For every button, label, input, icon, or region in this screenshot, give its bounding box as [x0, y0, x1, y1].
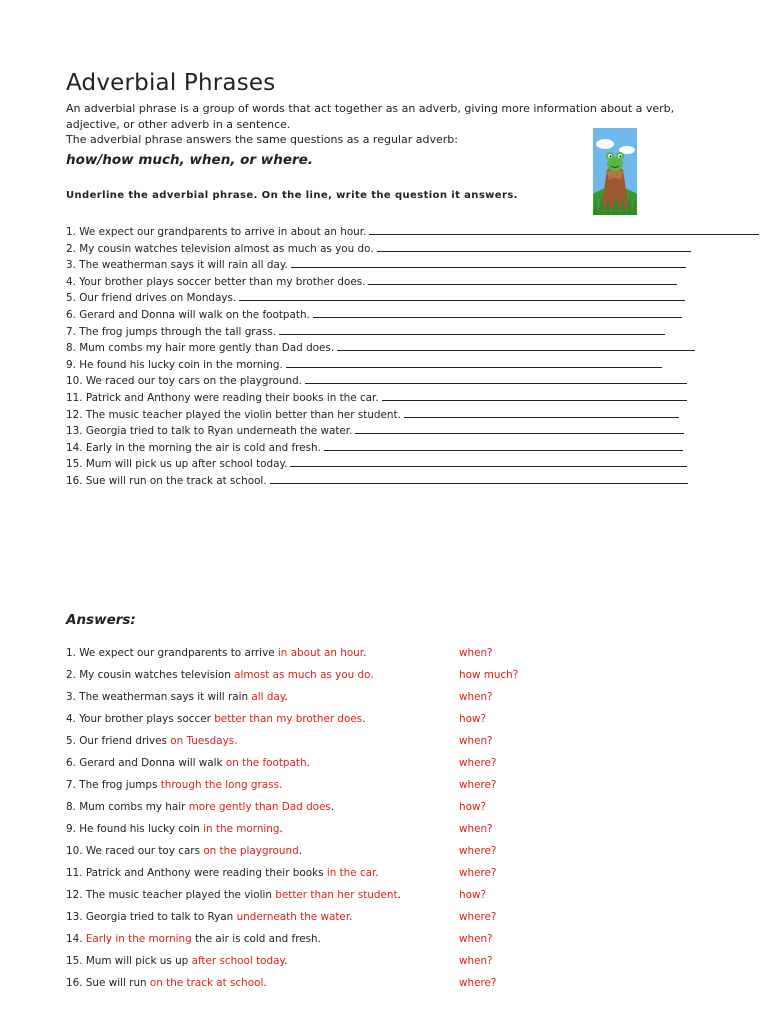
- answer-question: how?: [459, 889, 486, 901]
- answer-blank-line[interactable]: [404, 407, 679, 418]
- adverbial-phrase: almost as much as you do.: [234, 669, 374, 681]
- exercise-item: [66, 390, 706, 407]
- answer-item: [66, 733, 706, 755]
- answer-sentence-end: .: [362, 713, 366, 725]
- exercise-sentence: 9. He found his lucky coin in the morning.: [66, 358, 283, 371]
- answer-item: [66, 711, 706, 733]
- answer-sentence-start: 2. My cousin watches television: [66, 669, 235, 681]
- question-words: how/how much, when, or where.: [66, 151, 313, 168]
- exercise-item: [66, 257, 706, 274]
- answer-sentence-start: 6. Gerard and Donna will walk: [66, 757, 226, 769]
- answer-item: [66, 755, 706, 777]
- answer-sentence-end: .: [279, 823, 283, 835]
- exercise-sentence: 7. The frog jumps through the tall grass.: [66, 325, 277, 338]
- exercise-sentence: 8. Mum combs my hair more gently than Dad does.: [66, 342, 335, 355]
- adverbial-phrase: on the footpath: [225, 757, 307, 769]
- exercise-sentence: 13. Georgia tried to talk to Ryan underneath the water.: [66, 425, 353, 438]
- answer-blank-line[interactable]: [270, 473, 688, 484]
- answer-blank-line[interactable]: [324, 440, 683, 451]
- answer-sentence-end: .: [375, 867, 379, 879]
- adverbial-phrase: Early in the morning: [85, 933, 192, 945]
- answer-sentence-start: 14.: [66, 933, 86, 945]
- answer-blank-line[interactable]: [368, 274, 677, 285]
- answer-item: [66, 931, 706, 953]
- answer-question: when?: [459, 823, 493, 835]
- exercise-sentence: 2. My cousin watches television almost as much as you do.: [66, 242, 374, 255]
- answer-list: [66, 645, 706, 997]
- exercise-item: [66, 290, 706, 307]
- exercise-item: [66, 423, 706, 440]
- adverbial-phrase: better than her student: [275, 889, 398, 901]
- intro-definition: An adverbial phrase is a group of words that act together as an adverb, giving more information about a verb, adjective, or other adverb in a sentence.: [66, 102, 675, 131]
- answer-sentence-start: 5. Our friend drives: [66, 735, 171, 747]
- answer-item: [66, 953, 706, 975]
- answer-sentence-start: 12. The music teacher played the violin: [66, 889, 276, 901]
- adverbial-phrase: in the car: [326, 867, 376, 879]
- answer-sentence-end: the air is cold and fresh.: [191, 933, 321, 945]
- exercise-item: [66, 274, 706, 291]
- answer-blank-line[interactable]: [291, 257, 686, 268]
- frog-on-rock-icon: [593, 128, 637, 215]
- exercise-sentence: 4. Your brother plays soccer better than my brother does.: [66, 275, 366, 288]
- answer-question: how?: [459, 713, 486, 725]
- adverbial-phrase: on the track at school: [149, 977, 264, 989]
- adverbial-phrase: in the morning: [203, 823, 280, 835]
- exercise-sentence: 6. Gerard and Donna will walk on the footpath.: [66, 308, 310, 321]
- exercise-sentence: 11. Patrick and Anthony were reading their books in the car.: [66, 391, 379, 404]
- adverbial-phrase: on the playground: [203, 845, 299, 857]
- answer-question: how?: [459, 801, 486, 813]
- answer-question: when?: [459, 647, 493, 659]
- answer-sentence-start: 8. Mum combs my hair: [66, 801, 189, 813]
- answer-sentence-end: .: [298, 845, 302, 857]
- answer-sentence-start: 16. Sue will run: [66, 977, 150, 989]
- answer-blank-line[interactable]: [305, 373, 687, 384]
- exercise-sentence: 14. Early in the morning the air is cold and fresh.: [66, 441, 321, 454]
- answer-item: [66, 777, 706, 799]
- page-title: Adverbial Phrases: [66, 70, 276, 96]
- answer-sentence-start: 7. The frog jumps: [66, 779, 161, 791]
- answer-item: [66, 799, 706, 821]
- answer-blank-line[interactable]: [286, 357, 662, 368]
- answer-blank-line[interactable]: [239, 290, 685, 301]
- answer-sentence-end: .: [284, 691, 288, 703]
- adverbial-phrase: more gently than Dad does: [188, 801, 331, 813]
- exercise-item: [66, 340, 706, 357]
- exercise-sentence: 5. Our friend drives on Mondays.: [66, 292, 237, 305]
- adverbial-phrase: all day: [251, 691, 285, 703]
- answer-sentence-start: 13. Georgia tried to talk to Ryan: [66, 911, 237, 923]
- answer-blank-line[interactable]: [369, 224, 759, 235]
- answer-sentence-end: .: [349, 911, 353, 923]
- answer-blank-line[interactable]: [290, 456, 687, 467]
- answer-blank-line[interactable]: [279, 324, 665, 335]
- exercise-item: [66, 357, 706, 374]
- answer-question: when?: [459, 735, 493, 747]
- answer-blank-line[interactable]: [313, 307, 682, 318]
- exercise-item: [66, 224, 706, 241]
- adverbial-phrase: in about an hour: [277, 647, 364, 659]
- answer-sentence-end: .: [284, 955, 288, 967]
- answer-blank-line[interactable]: [377, 241, 691, 252]
- answer-question: where?: [459, 779, 497, 791]
- exercise-item: [66, 440, 706, 457]
- adverbial-phrase: better than my brother does: [214, 713, 363, 725]
- answer-item: [66, 975, 706, 997]
- exercise-sentence: 12. The music teacher played the violin better than her student.: [66, 408, 401, 421]
- answer-question: where?: [459, 867, 497, 879]
- adverbial-phrase: after school today: [191, 955, 285, 967]
- answer-sentence-end: .: [397, 889, 401, 901]
- answer-sentence-start: 10. We raced our toy cars: [66, 845, 204, 857]
- exercise-sentence: 1. We expect our grandparents to arrive in about an hour.: [66, 226, 367, 238]
- answer-sentence-end: .: [306, 757, 310, 769]
- answer-item: [66, 865, 706, 887]
- answer-item: [66, 645, 706, 667]
- answer-question: where?: [459, 845, 497, 857]
- exercise-item: [66, 307, 706, 324]
- exercise-item: [66, 373, 706, 390]
- answer-sentence-start: 15. Mum will pick us up: [66, 955, 192, 967]
- exercise-item: [66, 407, 706, 424]
- instruction: Underline the adverbial phrase. On the line, write the question it answers.: [66, 190, 518, 201]
- answer-sentence-end: .: [330, 801, 335, 813]
- answers-heading: Answers:: [66, 612, 136, 628]
- answer-question: when?: [459, 933, 493, 945]
- answer-question: how much?: [459, 669, 519, 681]
- answer-sentence-start: 11. Patrick and Anthony were reading their books: [66, 867, 327, 879]
- answer-sentence-start: 1. We expect our grandparents to arrive: [66, 647, 278, 659]
- exercise-item: [66, 241, 706, 258]
- answer-sentence-end: .: [263, 977, 267, 989]
- answer-blank-line[interactable]: [355, 423, 684, 434]
- exercise-item: [66, 456, 706, 473]
- answer-question: when?: [459, 955, 493, 967]
- answer-question: when?: [459, 691, 493, 703]
- answer-sentence-start: 9. He found his lucky coin: [66, 823, 204, 835]
- answer-item: [66, 843, 706, 865]
- answer-item: [66, 689, 706, 711]
- answer-blank-line[interactable]: [337, 340, 695, 351]
- answer-item: [66, 821, 706, 843]
- exercise-sentence: 10. We raced our toy cars on the playground.: [66, 375, 302, 388]
- exercise-item: [66, 473, 706, 490]
- exercise-list: [66, 224, 706, 490]
- answer-sentence-end: .: [363, 647, 367, 659]
- exercise-item: [66, 324, 706, 341]
- answer-sentence-start: 4. Your brother plays soccer: [66, 713, 215, 725]
- answer-blank-line[interactable]: [382, 390, 687, 401]
- answer-question: where?: [459, 911, 497, 923]
- adverbial-phrase: on Tuesdays.: [170, 735, 238, 747]
- answer-question: where?: [459, 757, 497, 769]
- answer-question: where?: [459, 977, 497, 989]
- answer-item: [66, 887, 706, 909]
- exercise-sentence: 15. Mum will pick us up after school today.: [66, 458, 288, 471]
- answer-item: [66, 667, 706, 689]
- adverbial-phrase: through the long grass.: [160, 779, 283, 791]
- answer-sentence-start: 3. The weatherman says it will rain: [66, 691, 252, 703]
- exercise-sentence: 3. The weatherman says it will rain all day.: [66, 259, 288, 272]
- answer-item: [66, 909, 706, 931]
- intro-questions: The adverbial phrase answers the same questions as a regular adverb:: [66, 133, 458, 146]
- adverbial-phrase: underneath the water: [236, 911, 350, 923]
- exercise-sentence: 16. Sue will run on the track at school.: [66, 474, 267, 487]
